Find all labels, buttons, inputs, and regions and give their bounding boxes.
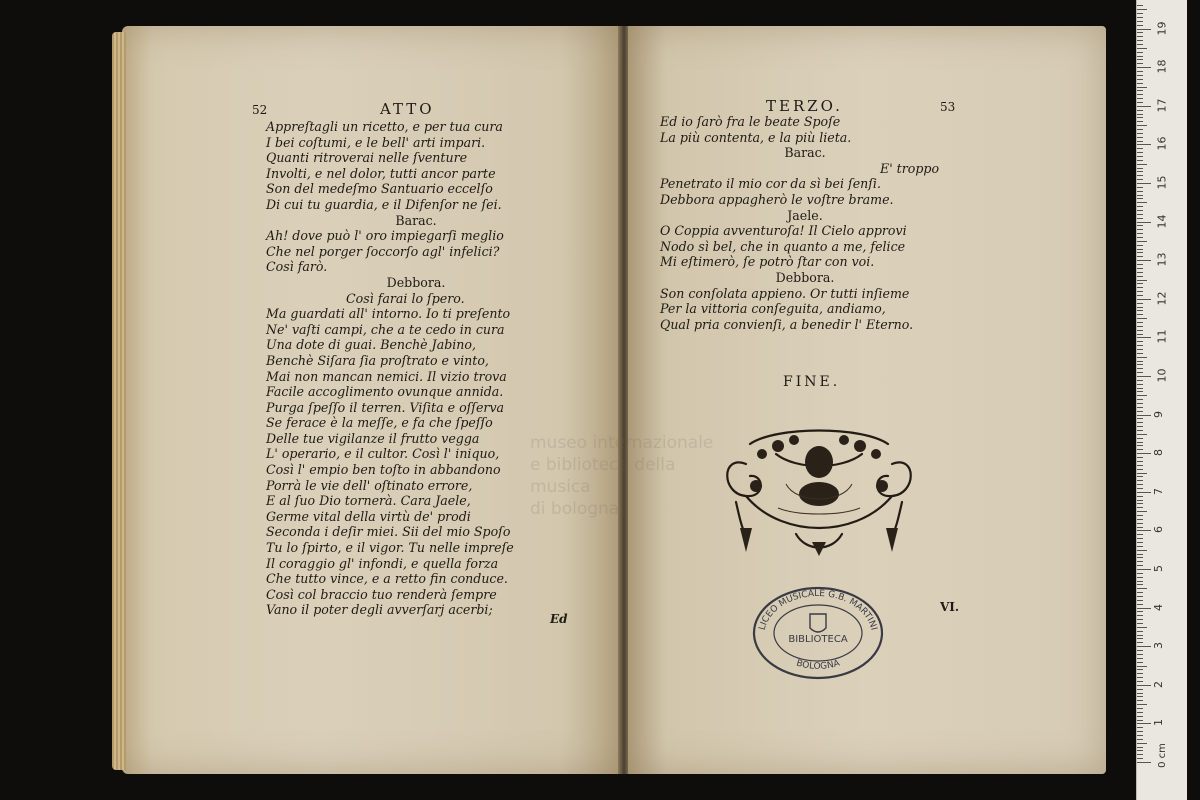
ruler-tick xyxy=(1137,164,1147,165)
ruler-tick xyxy=(1137,63,1143,64)
ruler-tick xyxy=(1137,604,1143,605)
ruler-tick xyxy=(1137,36,1143,37)
ruler-tick xyxy=(1137,249,1143,250)
ruler-tick xyxy=(1137,758,1143,759)
ruler-tick xyxy=(1137,94,1143,95)
ruler-tick xyxy=(1137,720,1143,721)
verse-line: Una dote di guai. Benchè Jabino, xyxy=(266,337,476,353)
ruler-tick xyxy=(1137,581,1143,582)
ruler-tick xyxy=(1137,708,1143,709)
ruler-tick xyxy=(1137,762,1151,763)
ruler-tick xyxy=(1137,106,1151,107)
ruler-tick xyxy=(1137,388,1143,389)
ruler-tick xyxy=(1137,179,1143,180)
ruler-tick xyxy=(1137,538,1143,539)
ruler-tick xyxy=(1137,546,1143,547)
ruler-number: 18 xyxy=(1155,59,1169,74)
ruler-tick xyxy=(1137,357,1147,358)
ruler-tick xyxy=(1137,364,1143,365)
ruler-tick xyxy=(1137,422,1143,423)
ruler-tick xyxy=(1137,48,1147,49)
ruler-tick xyxy=(1137,353,1143,354)
ruler-tick xyxy=(1137,384,1143,385)
ruler-tick xyxy=(1137,276,1143,277)
verse-line: Son del medeſmo Santuario eccelſo xyxy=(266,181,493,197)
ruler-tick xyxy=(1137,669,1143,670)
ruler-tick xyxy=(1137,283,1143,284)
ruler-tick xyxy=(1137,511,1147,512)
ruler-number: 17 xyxy=(1155,98,1169,113)
ruler-tick xyxy=(1137,25,1143,26)
speaker-name: Jaele. xyxy=(787,207,823,223)
ruler-tick xyxy=(1137,519,1143,520)
ruler-tick xyxy=(1137,79,1143,80)
ruler-tick xyxy=(1137,21,1143,22)
watermark-line: di bologna xyxy=(530,499,620,519)
verse-line: Son conſolata appieno. Or tutti inſieme xyxy=(660,285,910,301)
ruler-tick xyxy=(1137,646,1151,647)
ruler-tick xyxy=(1137,557,1143,558)
verse-line: Vano il poter degli avverſarj acerbi; xyxy=(266,602,493,618)
verse-line: Così col braccio tuo renderà ſempre xyxy=(266,586,497,602)
ruler-tick xyxy=(1137,83,1143,84)
verse-line: Quanti ritroverai nelle ſventure xyxy=(266,150,468,166)
ruler-tick xyxy=(1137,426,1143,427)
ruler-tick xyxy=(1137,260,1151,261)
ruler-tick xyxy=(1137,291,1143,292)
verse-line: La più contenta, e la più lieta. xyxy=(660,129,852,145)
fine-label: FINE. xyxy=(783,374,841,390)
ruler-tick xyxy=(1137,117,1143,118)
ruler-unit-label: 0 cm xyxy=(1156,743,1168,768)
ruler-tick xyxy=(1137,476,1143,477)
ruler-tick xyxy=(1137,287,1143,288)
ruler-tick xyxy=(1137,114,1143,115)
ruler-tick xyxy=(1137,280,1147,281)
ruler-number: 4 xyxy=(1152,603,1165,611)
verse-line: Ed io ſarò fra le beate Spoſe xyxy=(660,114,841,129)
ruler-tick xyxy=(1137,577,1143,578)
verse-line: I bei coſtumi, e le bell' arti impari. xyxy=(266,134,486,150)
verse-line: Ma guardati all' intorno. Io ti preſento xyxy=(266,306,511,322)
ruler-tick xyxy=(1137,191,1143,192)
ruler-tick xyxy=(1137,241,1147,242)
ruler-tick xyxy=(1137,171,1143,172)
ruler-tick xyxy=(1137,488,1143,489)
ruler-tick xyxy=(1137,445,1143,446)
ruler-tick xyxy=(1137,40,1143,41)
verse-line: Mi eſtimerò, ſe potrò ſtar con voi. xyxy=(660,254,875,270)
ruler-tick xyxy=(1137,75,1143,76)
ruler-tick xyxy=(1137,430,1143,431)
right-page-number: 53 xyxy=(940,100,956,114)
ruler-tick xyxy=(1137,469,1143,470)
catchword: Ed xyxy=(550,612,568,626)
ruler-tick xyxy=(1137,137,1143,138)
ruler-tick xyxy=(1137,52,1143,53)
verse-line: Facile accoglimento ovunque annida. xyxy=(266,384,504,400)
verse-line: Germe vital della virtù de' prodi xyxy=(266,508,471,524)
ruler-tick xyxy=(1137,418,1143,419)
ruler-tick xyxy=(1137,187,1143,188)
ruler-tick xyxy=(1137,125,1147,126)
ruler-tick xyxy=(1137,330,1143,331)
speaker-name: Debbora. xyxy=(775,269,835,285)
ruler-tick xyxy=(1137,453,1151,454)
ruler-tick xyxy=(1137,615,1143,616)
ruler-tick xyxy=(1137,638,1143,639)
ruler-number: 16 xyxy=(1155,136,1169,151)
ruler-number: 7 xyxy=(1152,487,1165,495)
ruler-tick xyxy=(1137,685,1151,686)
ruler-tick xyxy=(1137,233,1143,234)
watermark-line: e biblioteca della musica xyxy=(530,455,676,497)
ruler-tick xyxy=(1137,314,1143,315)
verse-line: Per la vittoria conſeguita, andiamo, xyxy=(660,301,886,317)
ruler-tick xyxy=(1137,256,1143,257)
verse-line: Ah! dove può l' oro impiegarſi meglio xyxy=(266,228,504,244)
ruler-tick xyxy=(1137,527,1143,528)
ruler-tick xyxy=(1137,565,1143,566)
ruler-tick xyxy=(1137,102,1143,103)
ruler-tick xyxy=(1137,696,1143,697)
verse-line: Tu lo ſpirto, e il vigor. Tu nelle impreſe xyxy=(266,540,514,556)
ruler-tick xyxy=(1137,700,1143,701)
ruler-tick xyxy=(1137,322,1143,323)
ruler-tick xyxy=(1137,345,1143,346)
right-page-header: TERZO. xyxy=(766,97,843,115)
ruler-number: 9 xyxy=(1152,410,1165,418)
ruler-tick xyxy=(1137,372,1143,373)
ruler-tick xyxy=(1137,148,1143,149)
ruler-tick xyxy=(1137,723,1151,724)
ruler-tick xyxy=(1137,573,1143,574)
ruler-tick xyxy=(1137,739,1143,740)
ruler-tick xyxy=(1137,608,1151,609)
ruler-tick xyxy=(1137,554,1143,555)
ruler-tick xyxy=(1137,600,1143,601)
ruler-tick xyxy=(1137,650,1143,651)
watermark xyxy=(530,432,720,520)
ruler-tick xyxy=(1137,264,1143,265)
verse-line: Qual pria convienſi, a benedir l' Eterno. xyxy=(660,316,914,332)
ruler-tick xyxy=(1137,465,1143,466)
ruler-tick xyxy=(1137,434,1147,435)
ruler-tick xyxy=(1137,59,1143,60)
ruler-tick xyxy=(1137,449,1143,450)
ruler-tick xyxy=(1137,252,1143,253)
ruler-tick xyxy=(1137,341,1143,342)
ruler-number: 19 xyxy=(1155,21,1169,36)
ruler-tick xyxy=(1137,337,1151,338)
stamp-center-text: BIBLIOTECA xyxy=(788,634,848,645)
ruler-tick xyxy=(1137,658,1143,659)
verse-line: E al ſuo Dio tornerà. Cara Jaele, xyxy=(266,493,471,509)
ruler-tick xyxy=(1137,523,1143,524)
ruler-tick xyxy=(1137,361,1143,362)
ruler-tick xyxy=(1137,67,1151,68)
ruler-tick xyxy=(1137,376,1151,377)
ruler-tick xyxy=(1137,129,1143,130)
ruler-tick xyxy=(1137,98,1143,99)
ruler-number: 12 xyxy=(1155,291,1169,306)
ruler-tick xyxy=(1137,5,1143,6)
ruler-tick xyxy=(1137,303,1143,304)
ruler-tick xyxy=(1137,619,1143,620)
ruler-tick xyxy=(1137,56,1143,57)
ruler-tick xyxy=(1137,110,1143,111)
ruler-tick xyxy=(1137,754,1143,755)
verse-line: Nodo sì bel, che in quanto a me, felice xyxy=(660,238,906,254)
ruler-tick xyxy=(1137,442,1143,443)
ruler-tick xyxy=(1137,368,1143,369)
verse-line: Seconda i deſir miei. Sii del mio Spoſo xyxy=(266,524,511,540)
ruler-tick xyxy=(1137,534,1143,535)
ruler-tick xyxy=(1137,438,1143,439)
ruler-tick xyxy=(1137,492,1151,493)
measurement-ruler xyxy=(1136,0,1187,800)
ruler-tick xyxy=(1137,90,1143,91)
ruler-tick xyxy=(1137,542,1143,543)
right-page-text xyxy=(660,114,950,332)
ruler-tick xyxy=(1137,133,1143,134)
ruler-number: 6 xyxy=(1152,526,1165,534)
library-stamp xyxy=(750,584,886,682)
ruler-tick xyxy=(1137,677,1143,678)
ruler-tick xyxy=(1137,689,1143,690)
ruler-tick xyxy=(1137,9,1147,10)
ruler-tick xyxy=(1137,411,1143,412)
speaker-name: Debbora. xyxy=(386,274,446,290)
ruler-tick xyxy=(1137,168,1143,169)
ruler-tick xyxy=(1137,183,1151,184)
ornament-vignette xyxy=(716,424,922,558)
ruler-tick xyxy=(1137,32,1143,33)
ruler-tick xyxy=(1137,662,1143,663)
ruler-tick xyxy=(1137,712,1143,713)
ruler-tick xyxy=(1137,461,1143,462)
ruler-tick xyxy=(1137,623,1143,624)
verse-line: Ne' vaſti campi, che a te cedo in cura xyxy=(266,321,505,337)
ruler-number: 5 xyxy=(1152,565,1165,572)
ruler-tick xyxy=(1137,175,1143,176)
ruler-tick xyxy=(1137,457,1143,458)
ruler-tick xyxy=(1137,318,1147,319)
ruler-number: 11 xyxy=(1155,329,1169,344)
verse-line: O Coppia avventuroſa! Il Cielo approvi xyxy=(660,223,907,239)
ruler-tick xyxy=(1137,17,1143,18)
watermark-line: museo internazionale xyxy=(530,433,714,453)
ruler-tick xyxy=(1137,237,1143,238)
ruler-number: 10 xyxy=(1155,368,1169,383)
speaker-name: Barac. xyxy=(784,145,826,161)
ruler-tick xyxy=(1137,152,1143,153)
ruler-tick xyxy=(1137,750,1143,751)
ruler-number: 1 xyxy=(1152,719,1165,727)
ruler-tick xyxy=(1137,13,1143,14)
ruler-tick xyxy=(1137,310,1143,311)
ruler-tick xyxy=(1137,627,1147,628)
ruler-tick xyxy=(1137,307,1143,308)
ruler-tick xyxy=(1137,210,1143,211)
ruler-tick xyxy=(1137,44,1143,45)
ruler-tick xyxy=(1137,160,1143,161)
ruler-tick xyxy=(1137,530,1151,531)
ruler-number: 3 xyxy=(1152,642,1165,650)
verse-line: Così farai lo ſpero. xyxy=(346,290,465,306)
ruler-tick xyxy=(1137,673,1143,674)
ruler-number: 8 xyxy=(1152,449,1165,457)
ruler-tick xyxy=(1137,611,1143,612)
ruler-tick xyxy=(1137,295,1143,296)
ruler-tick xyxy=(1137,71,1143,72)
verse-line: Il coraggio gl' infondi, e quella forza xyxy=(266,555,499,571)
ruler-tick xyxy=(1137,496,1143,497)
ruler-tick xyxy=(1137,218,1143,219)
ruler-tick xyxy=(1137,569,1151,570)
ruler-tick xyxy=(1137,500,1143,501)
verse-line: L' operario, e il cultor. Così l' iniquo, xyxy=(266,446,500,462)
ruler-tick xyxy=(1137,198,1143,199)
ruler-tick xyxy=(1137,666,1147,667)
ruler-tick xyxy=(1137,727,1143,728)
verse-line: Se ferace è la meſſe, e fa che ſpeſſo xyxy=(266,415,493,431)
ruler-tick xyxy=(1137,403,1143,404)
ruler-tick xyxy=(1137,642,1143,643)
ruler-tick xyxy=(1137,395,1147,396)
ruler-tick xyxy=(1137,206,1143,207)
ruler-tick xyxy=(1137,561,1143,562)
verse-line: Penetrato il mio cor da sì bei ſenſi. xyxy=(660,176,881,192)
verse-line: Così farò. xyxy=(266,259,328,275)
ruler-tick xyxy=(1137,202,1147,203)
ruler-tick xyxy=(1137,631,1143,632)
ruler-number: 14 xyxy=(1155,214,1169,229)
left-page-header: ATTO xyxy=(380,100,435,118)
ruler-tick xyxy=(1137,349,1143,350)
ruler-tick xyxy=(1137,299,1151,300)
ruler-tick xyxy=(1137,588,1147,589)
ruler-tick xyxy=(1137,473,1147,474)
open-book xyxy=(112,26,1112,774)
ruler-tick xyxy=(1137,480,1143,481)
ruler-tick xyxy=(1137,592,1143,593)
verse-line: Mai non mancan nemici. Il vizio trova xyxy=(266,368,507,384)
ruler-tick xyxy=(1137,195,1143,196)
ruler-tick xyxy=(1137,380,1143,381)
ruler-tick xyxy=(1137,245,1143,246)
verse-line: Purga ſpeſſo il terren. Viſita e oſſerva xyxy=(266,399,505,415)
ruler-tick xyxy=(1137,326,1143,327)
verse-line: Che nel porger ſoccorſo agl' infelici? xyxy=(266,243,500,259)
ruler-tick xyxy=(1137,144,1151,145)
verse-line: Delle tue vigilanze il frutto vegga xyxy=(266,430,480,446)
ruler-tick xyxy=(1137,584,1143,585)
left-page-number: 52 xyxy=(252,103,268,117)
ruler-tick xyxy=(1137,222,1151,223)
ruler-tick xyxy=(1137,654,1143,655)
ruler-tick xyxy=(1137,391,1143,392)
ruler-tick xyxy=(1137,515,1143,516)
ruler-number: 2 xyxy=(1152,680,1165,688)
page-edges xyxy=(112,32,126,770)
ruler-tick xyxy=(1137,503,1143,504)
ruler-tick xyxy=(1137,268,1143,269)
ruler-tick xyxy=(1137,156,1143,157)
ruler-tick xyxy=(1137,550,1147,551)
stamp-top-text: LICEO MUSICALE G.B. MARTINI xyxy=(757,588,879,632)
ruler-tick xyxy=(1137,743,1147,744)
ruler-tick xyxy=(1137,747,1143,748)
ruler-tick xyxy=(1137,415,1151,416)
speaker-name: Barac. xyxy=(395,212,437,228)
ruler-tick xyxy=(1137,735,1143,736)
ruler-tick xyxy=(1137,635,1143,636)
ruler-tick xyxy=(1137,225,1143,226)
ruler-tick xyxy=(1137,229,1143,230)
ruler-tick xyxy=(1137,214,1143,215)
stamp-bottom-text: BOLOGNA xyxy=(795,658,841,672)
ruler-tick xyxy=(1137,29,1151,30)
verse-line: Involti, e nel dolor, tutti ancor parte xyxy=(266,165,496,181)
ruler-tick xyxy=(1137,484,1143,485)
verse-line: Benchè Siſara ſia proſtrato e vinto, xyxy=(266,352,489,368)
ruler-tick xyxy=(1137,693,1143,694)
verse-line: Debbora appagherò le voſtre brame. xyxy=(660,191,894,207)
ruler-tick xyxy=(1137,507,1143,508)
signature-mark: VI. xyxy=(940,600,960,614)
ruler-tick xyxy=(1137,731,1143,732)
ruler-tick xyxy=(1137,272,1143,273)
left-page-text xyxy=(266,119,566,618)
verse-line: Che tutto vince, e a retto fin conduce. xyxy=(266,571,508,587)
ruler-tick xyxy=(1137,141,1143,142)
ruler-tick xyxy=(1137,399,1143,400)
verse-line: Porrà le vie dell' oſtinato errore, xyxy=(266,477,473,493)
verse-line: Così l' empio ben toſto in abbandono xyxy=(266,462,501,478)
ruler-tick xyxy=(1137,407,1143,408)
verse-line: E' troppo xyxy=(880,160,940,176)
ruler-tick xyxy=(1137,596,1143,597)
verse-line: Appreſtagli un ricetto, e per tua cura xyxy=(266,119,503,134)
ruler-tick xyxy=(1137,334,1143,335)
ruler-tick xyxy=(1137,121,1143,122)
verse-line: Di cui tu guardia, e il Difenſor ne ſei. xyxy=(266,196,502,212)
ruler-tick xyxy=(1137,681,1143,682)
ruler-number: 15 xyxy=(1155,175,1169,190)
ruler-number: 13 xyxy=(1155,252,1169,267)
ruler-tick xyxy=(1137,704,1147,705)
ruler-tick xyxy=(1137,87,1147,88)
ruler-tick xyxy=(1137,716,1143,717)
